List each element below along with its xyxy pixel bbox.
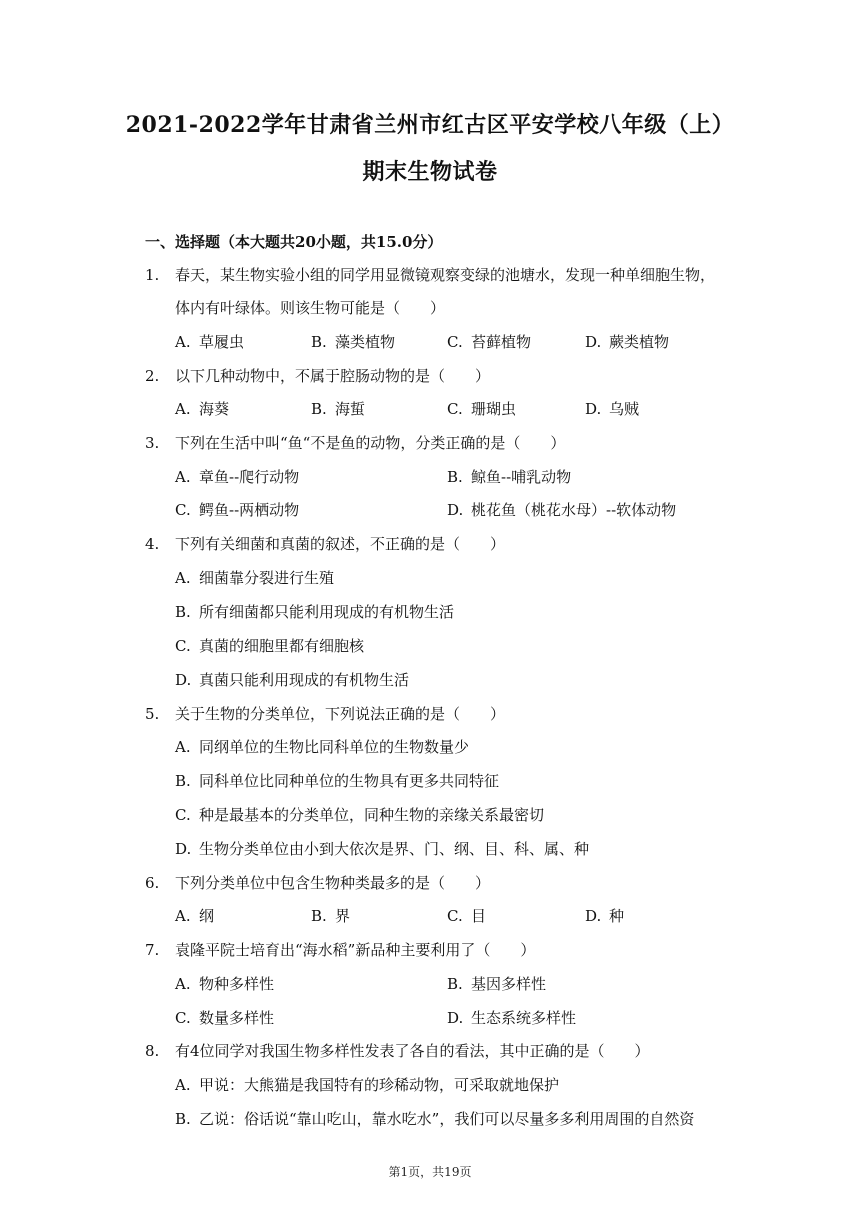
option-label: A. <box>175 738 191 756</box>
option-c <box>447 906 486 926</box>
option-label: A. <box>175 468 191 486</box>
option-label: B. <box>447 468 463 486</box>
option-a <box>175 332 244 352</box>
option-a <box>175 737 469 757</box>
option-text: 界 <box>335 907 351 925</box>
section-heading: 一、选择题（本大题共20小题，共15.0分） <box>145 233 443 251</box>
option-text: 纲 <box>199 907 215 925</box>
option-text: 鳄鱼--两栖动物 <box>199 501 300 519</box>
option-d <box>585 906 624 926</box>
option-b <box>175 1109 694 1129</box>
option-text: 甲说：大熊猫是我国特有的珍稀动物，可采取就地保护 <box>199 1076 560 1094</box>
option-a <box>175 568 334 588</box>
option-d <box>585 332 669 352</box>
option-b <box>311 906 350 926</box>
option-text: 生态系统多样性 <box>471 1009 577 1027</box>
option-c <box>175 636 364 656</box>
question-text: 下列在生活中叫“鱼“不是鱼的动物，分类正确的是（ ） <box>175 434 566 452</box>
option-text: 桃花鱼（桃花水母）--软体动物 <box>471 501 677 519</box>
page-footer: 第1页，共19页 <box>388 1165 472 1179</box>
option-text: 同纲单位的生物比同科单位的生物数量少 <box>199 738 470 756</box>
option-text: 细菌靠分裂进行生殖 <box>199 569 335 587</box>
question-text: 下列分类单位中包含生物种类最多的是（ ） <box>175 874 491 892</box>
option-b <box>447 974 546 994</box>
option-text: 种是最基本的分类单位，同种生物的亲缘关系最密切 <box>199 806 545 824</box>
option-text: 蕨类植物 <box>609 333 670 351</box>
option-b <box>175 602 454 622</box>
option-text: 草履虫 <box>199 333 245 351</box>
option-label: A. <box>175 569 191 587</box>
option-label: D. <box>175 840 192 858</box>
option-text: 数量多样性 <box>199 1009 275 1027</box>
option-label: C. <box>175 501 191 519</box>
option-text: 海蜇 <box>335 400 366 418</box>
option-text: 珊瑚虫 <box>471 400 517 418</box>
option-d <box>585 399 639 419</box>
option-text: 物种多样性 <box>199 975 275 993</box>
option-label: D. <box>175 671 192 689</box>
option-c <box>175 500 299 520</box>
option-label: A. <box>175 400 191 418</box>
option-a <box>175 974 274 994</box>
option-text: 章鱼--爬行动物 <box>199 468 300 486</box>
question-text: 袁隆平院士培育出“海水稻”新品种主要利用了（ ） <box>175 941 536 959</box>
option-label: C. <box>175 806 191 824</box>
question-text: 以下几种动物中，不属于腔肠动物的是（ ） <box>175 367 491 385</box>
option-c <box>447 332 531 352</box>
question-number: 6. <box>145 874 160 892</box>
option-label: C. <box>447 400 463 418</box>
option-label: B. <box>175 1110 191 1128</box>
option-label: B. <box>175 772 191 790</box>
option-text: 真菌的细胞里都有细胞核 <box>199 637 365 655</box>
option-label: D. <box>447 1009 464 1027</box>
option-label: B. <box>311 907 327 925</box>
option-c <box>447 399 516 419</box>
question-number: 4. <box>145 535 160 553</box>
option-label: A. <box>175 333 191 351</box>
option-text: 藻类植物 <box>335 333 396 351</box>
question-number: 3. <box>145 434 160 452</box>
option-text: 真菌只能利用现成的有机物生活 <box>199 671 410 689</box>
option-label: B. <box>175 603 191 621</box>
option-text: 鲸鱼--哺乳动物 <box>471 468 572 486</box>
option-a <box>175 1075 559 1095</box>
document-title-line1: 2021-2022学年甘肃省兰州市红古区平安学校八年级（上） <box>125 112 735 138</box>
option-b <box>311 399 365 419</box>
option-label: A. <box>175 907 191 925</box>
option-label: D. <box>585 907 602 925</box>
option-label: A. <box>175 1076 191 1094</box>
question-number: 5. <box>145 705 160 723</box>
option-text: 种 <box>609 907 625 925</box>
question-text: 有4位同学对我国生物多样性发表了各自的看法，其中正确的是（ ） <box>175 1042 650 1060</box>
option-label: C. <box>175 1009 191 1027</box>
question-number: 7. <box>145 941 160 959</box>
option-a <box>175 906 214 926</box>
option-text: 所有细菌都只能利用现成的有机物生活 <box>199 603 455 621</box>
question-text: 体内有叶绿体。则该生物可能是（ ） <box>175 299 446 317</box>
option-d <box>175 670 409 690</box>
option-label: D. <box>447 501 464 519</box>
question-number: 2. <box>145 367 160 385</box>
question-number: 8. <box>145 1042 160 1060</box>
option-d <box>175 839 589 859</box>
question-number: 1. <box>145 266 160 284</box>
option-label: D. <box>585 333 602 351</box>
option-b <box>311 332 395 352</box>
option-label: C. <box>175 637 191 655</box>
option-a <box>175 467 299 487</box>
option-b <box>175 771 499 791</box>
option-text: 生物分类单位由小到大依次是界、门、纲、目、科、属、种 <box>199 840 590 858</box>
option-a <box>175 399 229 419</box>
option-c <box>175 1008 274 1028</box>
option-text: 乌贼 <box>609 400 640 418</box>
option-text: 苔藓植物 <box>471 333 532 351</box>
option-text: 基因多样性 <box>471 975 547 993</box>
option-d <box>447 500 676 520</box>
option-text: 同科单位比同种单位的生物具有更多共同特征 <box>199 772 500 790</box>
option-d <box>447 1008 576 1028</box>
option-label: C. <box>447 907 463 925</box>
question-text: 关于生物的分类单位，下列说法正确的是（ ） <box>175 705 506 723</box>
option-c <box>175 805 544 825</box>
option-label: A. <box>175 975 191 993</box>
question-text: 春天，某生物实验小组的同学用显微镜观察变绿的池塘水，发现一种单细胞生物， <box>175 266 716 284</box>
document-title-line2: 期末生物试卷 <box>362 159 498 185</box>
option-text: 目 <box>471 907 487 925</box>
option-text: 乙说：俗话说“靠山吃山，靠水吃水”，我们可以尽量多多利用周围的自然资 <box>199 1110 695 1128</box>
option-label: B. <box>311 400 327 418</box>
option-label: B. <box>447 975 463 993</box>
option-label: C. <box>447 333 463 351</box>
option-label: D. <box>585 400 602 418</box>
option-label: B. <box>311 333 327 351</box>
option-b <box>447 467 571 487</box>
question-text: 下列有关细菌和真菌的叙述，不正确的是（ ） <box>175 535 506 553</box>
option-text: 海葵 <box>199 400 230 418</box>
